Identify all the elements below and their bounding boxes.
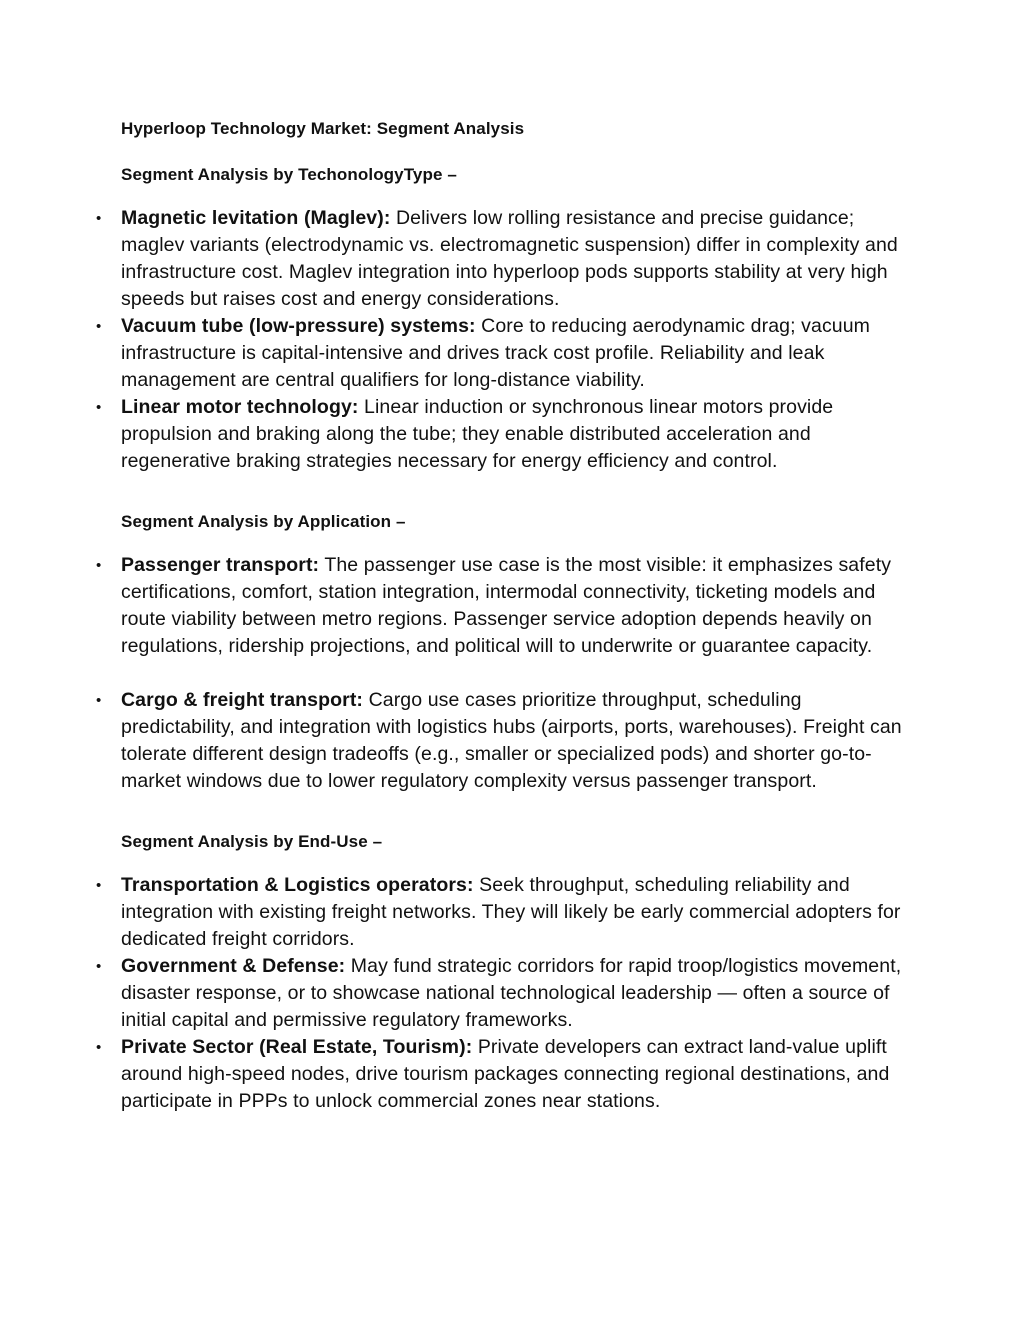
list-item-text <box>121 953 903 1034</box>
bullet-icon: • <box>96 958 102 975</box>
bullet-icon: • <box>96 210 102 227</box>
list-item-text <box>121 205 903 313</box>
bullet-icon: • <box>96 1039 102 1056</box>
bullet-icon: • <box>96 557 102 574</box>
list-item-body: Delivers low rolling resistance and precise guidance; maglev variants (electrodynamic vs. electromagnetic suspension) differ in complexity and infrastructure cost. Maglev integration into hyperloop pods supports stability at very high speeds but raises cost and energy considerations. <box>121 207 898 310</box>
bullet-icon: • <box>96 877 102 894</box>
list-item-lead: Government & Defense: <box>121 955 346 977</box>
section-heading-application: Segment Analysis by Application – <box>121 512 406 531</box>
list-item-body: The passenger use case is the most visible: it emphasizes safety certifications, comfort, station integration, intermodal connectivity, ticketing models and route viability between metro regions. Passenger service adoption depends heavily on regulations, ridership projections, and political will to underwrite or guarantee capacity. <box>121 554 892 657</box>
list-item-body: Core to reducing aerodynamic drag; vacuum infrastructure is capital-intensive and drives track cost profile. Reliability and leak management are central qualifiers for long-distance viability. <box>121 315 871 391</box>
list-item-text <box>121 394 903 475</box>
list-item-lead: Transportation & Logistics operators: <box>121 874 474 896</box>
bullet-list-application <box>93 552 903 795</box>
list-item <box>93 1034 903 1115</box>
list-item-lead: Cargo & freight transport: <box>121 689 364 711</box>
list-item <box>93 953 903 1034</box>
list-item <box>93 205 903 313</box>
bullet-icon: • <box>96 399 102 416</box>
list-item-lead: Linear motor technology: <box>121 396 359 418</box>
list-item-body: Linear induction or synchronous linear motors provide propulsion and braking along the tube; they enable distributed acceleration and regenerative braking strategies necessary for energy efficiency and control. <box>121 396 834 472</box>
bullet-list-end-use <box>93 872 903 1115</box>
list-item-body: Cargo use cases prioritize throughput, scheduling predictability, and integration with logistics hubs (airports, ports, warehouses). Freight can tolerate different design tradeoffs (e.g., smaller or specialized pods) and shorter go-to-market windows due to lower regulatory complexity versus passenger transport. <box>121 689 902 792</box>
list-item-lead: Magnetic levitation (Maglev): <box>121 207 391 229</box>
page-title: Hyperloop Technology Market: Segment Analysis <box>121 119 525 138</box>
list-item-lead: Vacuum tube (low-pressure) systems: <box>121 315 476 337</box>
list-item <box>93 687 903 795</box>
list-item-text <box>121 687 903 795</box>
list-item <box>93 394 903 475</box>
section-heading-technology-type: Segment Analysis by TechonologyType – <box>121 165 457 184</box>
list-item-body: Private developers can extract land-value uplift around high-speed nodes, drive tourism packages connecting regional destinations, and participate in PPPs to unlock commercial zones near stations. <box>121 1036 890 1112</box>
list-item-text <box>121 313 903 394</box>
list-item-body: Seek throughput, scheduling reliability and integration with existing freight networks. They will likely be early commercial adopters for dedicated freight corridors. <box>121 874 901 950</box>
list-item-body: May fund strategic corridors for rapid troop/logistics movement, disaster response, or to showcase national technological leadership — often a source of initial capital and permissive regulatory frameworks. <box>121 955 902 1031</box>
list-item-text <box>121 552 903 660</box>
list-item-text <box>121 872 903 953</box>
list-item-text <box>121 1034 903 1115</box>
list-item-lead: Private Sector (Real Estate, Tourism): <box>121 1036 473 1058</box>
list-item <box>93 313 903 394</box>
bullet-icon: • <box>96 692 102 709</box>
list-item <box>93 872 903 953</box>
bullet-list-technology-type <box>93 205 903 475</box>
section-heading-end-use: Segment Analysis by End-Use – <box>121 832 383 851</box>
list-item-lead: Passenger transport: <box>121 554 320 576</box>
bullet-icon: • <box>96 318 102 335</box>
list-item <box>93 552 903 660</box>
